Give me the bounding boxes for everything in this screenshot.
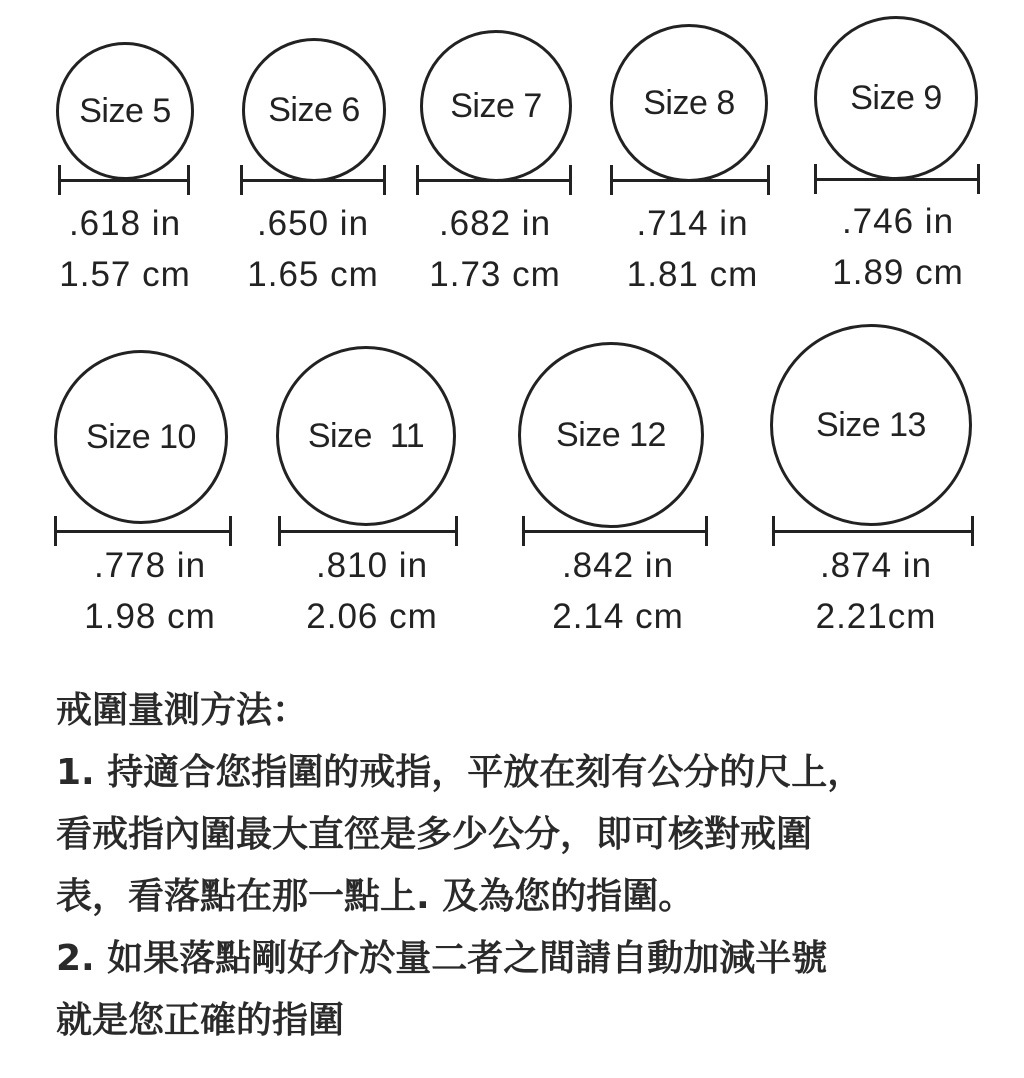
ring-circle-size-12 (518, 342, 704, 528)
measurement-instructions (56, 680, 1016, 1052)
ring-measure-size-6 (228, 198, 398, 300)
ring-size-label: Size 6 (268, 91, 360, 129)
ring-size-label: Size 13 (816, 406, 926, 444)
ring-cm-value: 1.81 cm (626, 255, 759, 294)
ring-measure-size-12 (528, 540, 708, 642)
ring-ruler-size-5 (58, 165, 190, 195)
ring-ruler-size-6 (240, 165, 386, 195)
ring-circle-size-13 (770, 324, 972, 526)
ring-ruler-size-9 (814, 164, 980, 194)
ring-circle-size-6 (242, 38, 386, 182)
ring-cm-value: 2.14 cm (552, 597, 684, 636)
ring-size-label: Size 11 (307, 417, 425, 455)
ring-inch-value: .746 in (841, 202, 955, 241)
ring-measure-size-10 (60, 540, 240, 642)
ring-circle-size-11 (276, 346, 456, 526)
instructions-line: 2. 如果落點剛好介於量二者之間請自動加減半號 (56, 938, 828, 979)
ring-inch-value: .650 in (256, 204, 370, 243)
ring-measure-size-13 (786, 540, 966, 642)
ring-measure-size-8 (605, 198, 780, 300)
ring-measure-size-7 (410, 198, 580, 300)
ring-inch-value: .778 in (93, 546, 207, 585)
instructions-line: 表，看落點在那一點上. 及為您的指圍。 (56, 876, 695, 917)
ring-inch-value: .618 in (68, 204, 182, 243)
ring-inch-value: .714 in (636, 204, 749, 243)
ring-inch-value: .842 in (561, 546, 675, 585)
ring-size-label: Size 5 (79, 92, 171, 130)
instructions-line: 就是您正確的指圍 (56, 1000, 345, 1041)
ring-circle-size-9 (814, 16, 978, 180)
ring-cm-value: 2.06 cm (306, 597, 438, 636)
ring-inch-value: .682 in (438, 204, 552, 243)
ring-cm-value: 1.89 cm (832, 253, 964, 292)
ring-size-label: Size 12 (556, 416, 666, 454)
ring-inch-value: .874 in (819, 546, 933, 585)
instructions-line: 1. 持適合您指圍的戒指，平放在刻有公分的尺上， (56, 752, 864, 793)
ring-measure-size-5 (40, 198, 210, 300)
ring-size-label: Size 7 (450, 87, 542, 125)
ring-circle-size-5 (56, 42, 194, 180)
ring-size-label: Size 9 (850, 79, 942, 117)
ring-circle-size-10 (54, 350, 228, 524)
ring-circle-size-8 (610, 24, 768, 182)
ring-size-label: Size 8 (643, 84, 735, 122)
ring-measure-size-9 (808, 196, 988, 298)
ring-cm-value: 2.21cm (815, 597, 937, 636)
ring-size-label: Size 10 (86, 418, 196, 456)
ring-cm-value: 1.65 cm (247, 255, 379, 294)
ring-cm-value: 1.73 cm (429, 255, 561, 294)
ring-measure-size-11 (282, 540, 462, 642)
instructions-line: 看戒指內圍最大直徑是多少公分，即可核對戒圍 (56, 814, 813, 855)
ring-inch-value: .810 in (315, 546, 429, 585)
ring-ruler-size-7 (416, 165, 572, 195)
ring-ruler-size-8 (610, 165, 770, 195)
ring-cm-value: 1.57 cm (59, 255, 191, 294)
instructions-heading: 戒圍量測方法： (56, 690, 309, 731)
ring-cm-value: 1.98 cm (84, 597, 216, 636)
ring-circle-size-7 (420, 30, 572, 182)
